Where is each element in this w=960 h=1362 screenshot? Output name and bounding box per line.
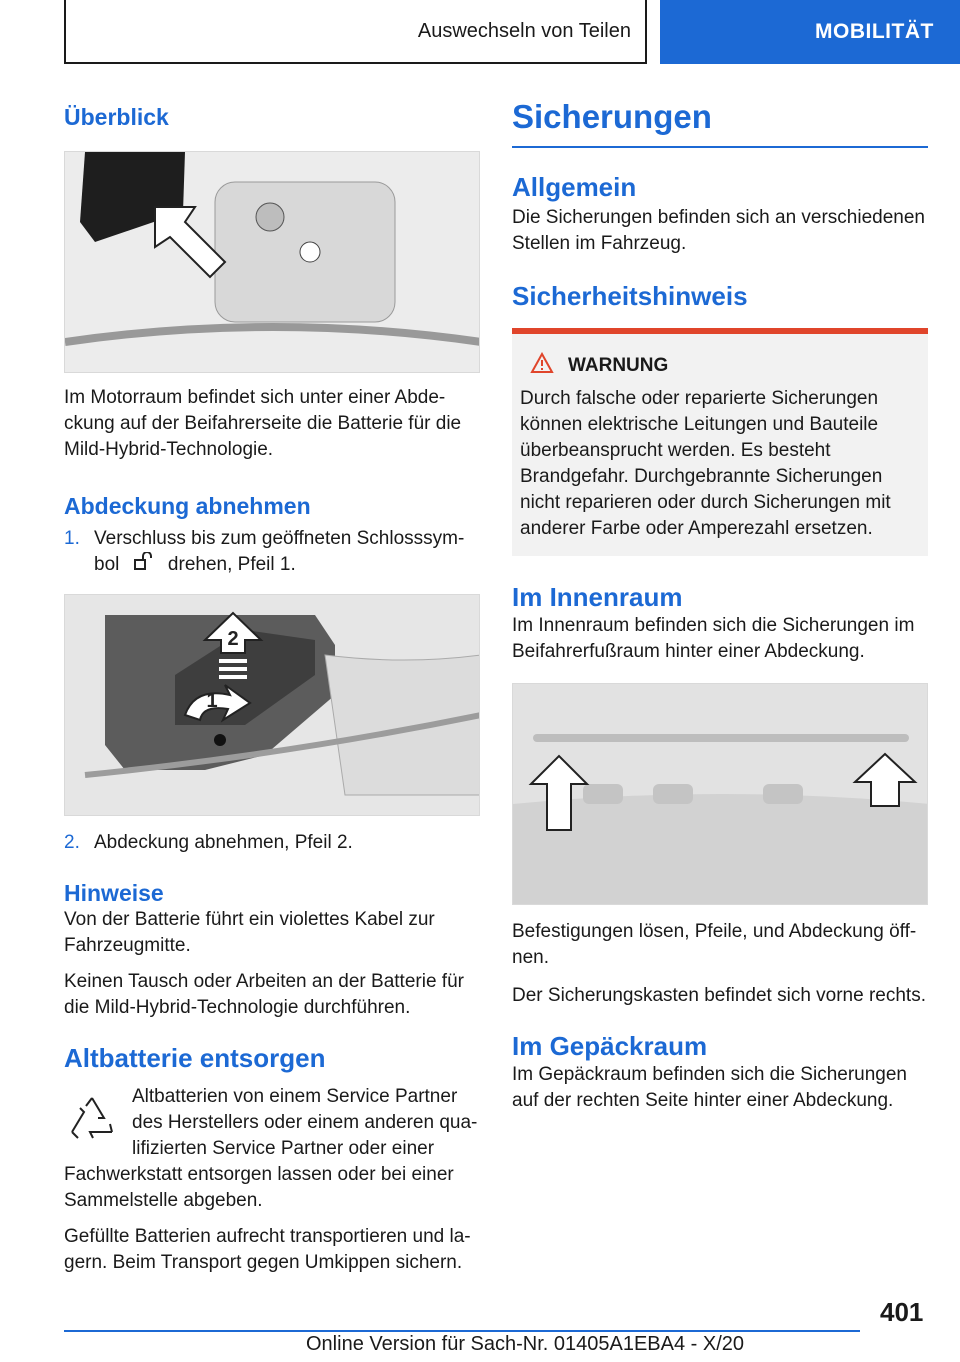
text-fuse-box: Der Sicherungskasten befindet sich vorne rechts.	[512, 985, 926, 1006]
footer-rule	[64, 1330, 860, 1332]
left-column	[64, 98, 480, 1276]
warning-icon	[530, 352, 554, 380]
warning-title: WARNUNG	[568, 355, 669, 376]
text-notes-1: Von der Batterie führt ein violettes Kabel zur Fahrzeugmitte.	[64, 909, 435, 957]
list-item-step-2	[64, 830, 480, 856]
arrow-1-label: 1	[206, 690, 218, 713]
warning-box	[512, 328, 928, 556]
arrow-2-label: 2	[227, 628, 239, 651]
running-header-section	[64, 0, 647, 64]
warning-title-row	[530, 352, 920, 380]
text-dispose-1: Altbatterien von einem Service Partner des Herstellers oder einem anderen qualifizierten Service Partner oder einer Fachwerkstatt entsorgen lassen oder bei einer Sammelstelle abgeben.	[64, 1086, 478, 1212]
right-column	[512, 98, 928, 1114]
step-1-text-end: drehen, Pfeil 1.	[167, 554, 296, 576]
unlock-icon	[133, 552, 155, 578]
chapter-title: MOBILITÄT	[815, 20, 934, 43]
recycling-icon	[64, 1084, 124, 1154]
dispose-block	[64, 1084, 480, 1214]
heading-notes: Hinweise	[64, 880, 164, 907]
heading-safety: Sicherheitshinweis	[512, 281, 748, 311]
heading-rule	[512, 146, 928, 148]
step-1-text: Verschluss bis zum geöffneten Schlosssymbol	[94, 528, 465, 576]
list-item-step-1	[64, 526, 480, 578]
heading-fuses: Sicherungen	[512, 98, 712, 135]
section-title: Auswechseln von Teilen	[417, 19, 631, 42]
heading-trunk: Im Gepäckraum	[512, 1031, 708, 1061]
text-trunk: Im Gepäckraum befinden sich die Sicherungen auf der rechten Seite hinter einer Abdeckung.	[512, 1064, 908, 1111]
text-release: Befestigungen lösen, Pfeile, und Abdeckung öffnen.	[512, 921, 917, 968]
heading-general: Allgemein	[512, 172, 637, 202]
footer-text: Online Version für Sach-Nr. 01405A1EBA4 - X/20	[306, 1333, 745, 1355]
heading-dispose: Altbatterie entsorgen	[64, 1043, 326, 1074]
engine-bay-image	[64, 151, 480, 373]
heading-overview: Überblick	[64, 104, 169, 130]
text-general: Die Sicherungen befinden sich an verschiedenen Stellen im Fahrzeug.	[512, 207, 925, 254]
text-interior: Im Innenraum befinden sich die Sicherungen im Beifahrerfußraum hinter einer Abdeckung.	[512, 615, 915, 662]
page-number: 401	[880, 1297, 924, 1327]
heading-interior: Im Innenraum	[512, 582, 683, 612]
running-header-chapter	[660, 0, 960, 64]
text-notes-2: Keinen Tausch oder Arbeiten an der Batterie für die Mild-Hybrid-Technologie durchführen.	[64, 971, 464, 1019]
battery-cover-image	[64, 594, 480, 816]
heading-remove-cover: Abdeckung abnehmen	[64, 493, 311, 519]
warning-text: Durch falsche oder reparierte Sicherungen können elektrische Leitungen und Bauteile überbeansprucht werden. Es besteht Brandgefahr. Durchgebrannte Sicherungen nicht reparieren oder durch Sicherungen mit anderer Farbe oder Amperezahl ersetzen.	[520, 388, 891, 539]
step-2-text: Abdeckung abnehmen, Pfeil 2.	[94, 832, 353, 854]
step-number: 2.	[64, 832, 80, 854]
text-dispose-2: Gefüllte Batterien aufrecht transportieren und lagern. Beim Transport gegen Umkippen sichern.	[64, 1226, 471, 1274]
text-overview: Im Motorraum befindet sich unter einer Abdeckung auf der Beifahrerseite die Batterie für die Mild-Hybrid-Technologie.	[64, 387, 462, 460]
step-number: 1.	[64, 528, 80, 549]
footwell-image	[512, 683, 928, 905]
